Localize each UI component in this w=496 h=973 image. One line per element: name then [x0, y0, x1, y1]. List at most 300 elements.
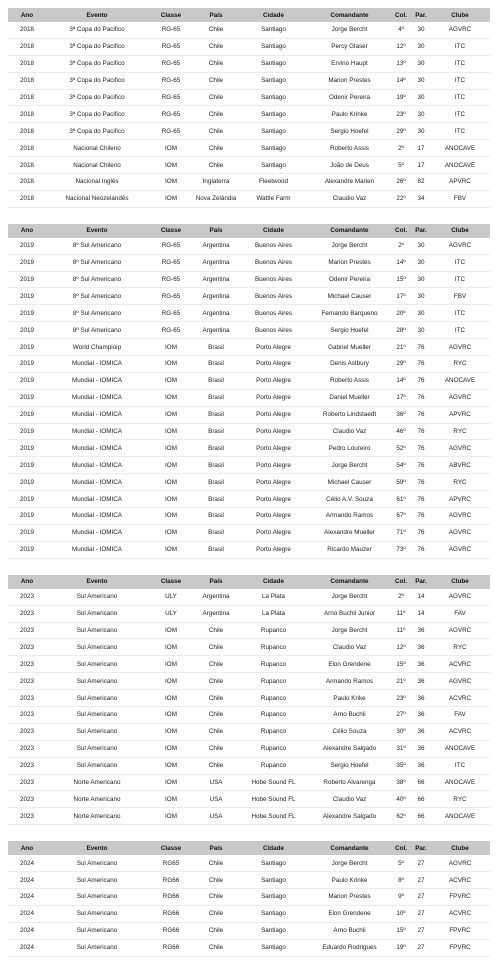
cell-ano: 2024 [19, 944, 34, 952]
cell-comandante: Paulo Krinke [331, 876, 368, 884]
cell-col: 17º [396, 292, 406, 300]
cell-pais: Chile [208, 711, 224, 719]
cell-comandante: João de Deus [330, 161, 369, 169]
cell-comandante: Marion Prestes [328, 893, 371, 901]
cell-par: 17 [417, 144, 425, 152]
cell-comandante: Roberto Assis [330, 377, 369, 385]
cell-pais: Chile [208, 127, 224, 135]
cell-clube: AGVRC [448, 242, 472, 250]
cell-col: 35º [396, 762, 406, 770]
cell-evento: 8º Sul Americano [72, 292, 122, 300]
cell-classe: IOM [165, 343, 177, 351]
column-header-ano: Ano [8, 575, 46, 589]
cell-pais: Argentina [202, 593, 230, 601]
cell-clube: ITC [454, 60, 466, 68]
cell-cidade: Porto Alegre [256, 360, 291, 368]
cell-cidade: Hobe Sound FL [251, 812, 296, 820]
column-header-pais: País [194, 575, 238, 589]
cell-pais: Chile [208, 944, 224, 952]
cell-col: 11º [396, 626, 406, 634]
cell-evento: 3ª Copa do Pacifico [69, 110, 125, 118]
cell-classe: IOM [165, 512, 177, 520]
column-header-par: Par. [412, 8, 430, 22]
table-row [8, 423, 490, 440]
column-header-evento: Evento [46, 575, 148, 589]
cell-evento: Mundial - IOMICA [71, 360, 123, 368]
cell-par: 27 [417, 876, 425, 884]
cell-par: 76 [417, 343, 425, 351]
cell-cidade: Buenos Aires [254, 242, 293, 250]
cell-ano: 2019 [19, 326, 34, 334]
cell-evento: Norte Americano [73, 795, 121, 803]
cell-clube: AGVRC [448, 677, 472, 685]
cell-cidade: Rupanco [260, 643, 287, 651]
cell-comandante: Arno Buchli Junior [323, 610, 376, 618]
cell-clube: ITC [454, 309, 466, 317]
cell-pais: Argentina [202, 259, 230, 267]
table-row [8, 356, 490, 373]
cell-evento: Sul Americano [76, 762, 118, 770]
cell-par: 36 [417, 677, 425, 685]
cell-clube: AGVRC [448, 529, 472, 537]
cell-comandante: Marion Prestes [328, 259, 371, 267]
cell-ano: 2023 [19, 728, 34, 736]
cell-ano: 2018 [19, 110, 34, 118]
cell-ano: 2018 [19, 178, 34, 186]
cell-classe: IOM [165, 394, 177, 402]
cell-col: 8º [398, 876, 404, 884]
cell-evento: 3ª Copa do Pacifico [69, 26, 125, 34]
table-row [8, 457, 490, 474]
cell-col: 17º [396, 394, 406, 402]
cell-cidade: Porto Alegre [256, 529, 291, 537]
cell-col: 5º [398, 859, 404, 867]
cell-classe: RG-65 [161, 110, 181, 118]
cell-col: 46º [396, 428, 406, 436]
column-header-col: Col. [390, 8, 412, 22]
cell-col: 2º [398, 144, 404, 152]
cell-par: 30 [417, 110, 425, 118]
cell-col: 5º [398, 161, 404, 169]
cell-pais: Argentina [202, 326, 230, 334]
cell-par: 36 [417, 762, 425, 770]
cell-cidade: Porto Alegre [256, 461, 291, 469]
cell-evento: Mundial - IOMICA [71, 411, 123, 419]
table-row [8, 474, 490, 491]
cell-ano: 2023 [19, 745, 34, 753]
cell-clube: ABVRC [449, 461, 471, 469]
cell-ano: 2019 [19, 546, 34, 554]
cell-evento: Sul Americano [76, 694, 118, 702]
cell-clube: FBV [453, 292, 467, 300]
cell-clube: APVRC [449, 411, 471, 419]
cell-ano: 2023 [19, 677, 34, 685]
cell-ano: 2019 [19, 276, 34, 284]
cell-col: 59º [396, 478, 406, 486]
cell-cidade: Porto Alegre [256, 343, 291, 351]
cell-evento: Mundial - IOMICA [71, 546, 123, 554]
cell-cidade: Santiago [261, 110, 286, 118]
cell-clube: AGVRC [448, 26, 472, 34]
cell-cidade: Wattle Farm [256, 195, 291, 203]
cell-comandante: Jorge Bercht [331, 26, 368, 34]
cell-cidade: Santiago [261, 876, 286, 884]
cell-classe: RG-65 [161, 127, 181, 135]
cell-par: 36 [417, 711, 425, 719]
cell-par: 82 [417, 178, 425, 186]
cell-col: 15º [396, 276, 406, 284]
cell-clube: ITC [454, 127, 466, 135]
cell-ano: 2023 [19, 626, 34, 634]
cell-evento: Sul Americano [76, 745, 118, 753]
cell-pais: Brasil [208, 529, 224, 537]
table-header-row [8, 224, 490, 238]
cell-clube: ITC [454, 276, 466, 284]
cell-par: 30 [417, 26, 425, 34]
cell-evento: 3ª Copa do Pacifico [69, 60, 125, 68]
cell-clube: AGVRC [448, 546, 472, 554]
cell-ano: 2023 [19, 610, 34, 618]
cell-par: 36 [417, 643, 425, 651]
cell-comandante: Roberto Assis [330, 144, 369, 152]
cell-comandante: Célio A.V. Souza [326, 495, 373, 503]
column-header-ano: Ano [8, 8, 46, 22]
column-header-col: Col. [390, 841, 412, 855]
cell-comandante: Alexandre Marien [324, 178, 375, 186]
table-row [8, 406, 490, 423]
cell-evento: Sul Americano [76, 728, 118, 736]
column-header-col: Col. [390, 224, 412, 238]
cell-ano: 2023 [19, 643, 34, 651]
table-row [8, 72, 490, 89]
column-header-classe: Classe [148, 224, 194, 238]
cell-cidade: Buenos Aires [254, 259, 293, 267]
cell-comandante: Alexandre Mueller [324, 529, 375, 537]
cell-pais: Argentina [202, 276, 230, 284]
cell-evento: Mundial - IOMICA [71, 428, 123, 436]
cell-comandante: Claudio Vaz [332, 428, 367, 436]
cell-pais: Brasil [208, 394, 224, 402]
cell-evento: Sul Americano [76, 593, 118, 601]
cell-par: 30 [417, 292, 425, 300]
cell-col: 13º [396, 60, 406, 68]
table-row [8, 491, 490, 508]
cell-clube: ANOCAVE [444, 144, 476, 152]
column-header-clube: Clube [430, 224, 490, 238]
cell-evento: 3ª Copa do Pacifico [69, 43, 125, 51]
table-row [8, 254, 490, 271]
cell-classe: IOM [165, 360, 177, 368]
cell-classe: IOM [165, 478, 177, 486]
table-row [8, 622, 490, 639]
cell-comandante: Arno Buchli [333, 711, 366, 719]
cell-comandante: Claudio Vaz [332, 795, 367, 803]
cell-clube: ANOCAVE [444, 377, 476, 385]
table-row [8, 639, 490, 656]
cell-comandante: Sergio Hoefel [330, 762, 369, 770]
cell-pais: Argentina [202, 610, 230, 618]
cell-classe: IOM [165, 529, 177, 537]
cell-comandante: Marion Prestes [328, 77, 371, 85]
cell-classe: IOM [165, 778, 177, 786]
cell-evento: Sul Americano [76, 927, 118, 935]
cell-col: 27º [396, 711, 406, 719]
cell-col: 31º [396, 745, 406, 753]
cell-evento: Norte Americano [73, 778, 121, 786]
table-row [8, 774, 490, 791]
cell-col: 40º [396, 795, 406, 803]
cell-evento: Mundial - IOMICA [71, 394, 123, 402]
cell-col: 71º [396, 529, 406, 537]
cell-cidade: Rupanco [260, 626, 287, 634]
cell-par: 30 [417, 60, 425, 68]
cell-par: 30 [417, 326, 425, 334]
cell-ano: 2018 [19, 127, 34, 135]
cell-clube: RYC [453, 795, 467, 803]
cell-ano: 2019 [19, 259, 34, 267]
table-header-row [8, 841, 490, 855]
cell-comandante: Armando Ramos [325, 512, 374, 520]
cell-pais: Chile [208, 910, 224, 918]
column-header-comandante: Comandante [309, 224, 390, 238]
cell-evento: Nacional Chileno [73, 144, 121, 152]
cell-pais: Brasil [208, 461, 224, 469]
cell-cidade: Hobe Sound FL [251, 795, 296, 803]
table-row [8, 157, 490, 174]
column-header-evento: Evento [46, 224, 148, 238]
table-row [8, 440, 490, 457]
cell-classe: RG-65 [161, 259, 181, 267]
cell-par: 17 [417, 161, 425, 169]
cell-comandante: Gabriel Mueller [328, 343, 371, 351]
cell-cidade: Porto Alegre [256, 546, 291, 554]
cell-clube: ITC [454, 94, 466, 101]
cell-evento: Mundial - IOMICA [71, 529, 123, 537]
column-header-comandante: Comandante [309, 575, 390, 589]
cell-comandante: Percy Glaser [331, 43, 368, 51]
cell-ano: 2024 [19, 893, 34, 901]
cell-par: 27 [417, 859, 425, 867]
cell-clube: FPVRC [449, 944, 471, 952]
cell-cidade: Porto Alegre [256, 478, 291, 486]
cell-comandante: Célio Souza [332, 728, 367, 736]
cell-par: 30 [417, 77, 425, 85]
cell-clube: FAV [454, 610, 466, 618]
cell-clube: RYC [453, 643, 467, 651]
cell-col: 21º [396, 343, 406, 351]
cell-evento: 3ª Copa do Pacifico [69, 94, 125, 101]
cell-evento: 3ª Copa do Pacifico [69, 77, 125, 85]
cell-clube: ITC [454, 77, 466, 85]
cell-classe: IOM [165, 711, 177, 719]
cell-ano: 2018 [19, 77, 34, 85]
cell-par: 30 [417, 259, 425, 267]
cell-col: 21º [396, 677, 406, 685]
table-row [8, 656, 490, 673]
cell-ano: 2024 [19, 910, 34, 918]
cell-pais: Chile [208, 876, 224, 884]
table-row [8, 723, 490, 740]
cell-clube: ACVRC [448, 876, 472, 884]
cell-cidade: Fleetwood [258, 178, 289, 186]
cell-cidade: Santiago [261, 26, 286, 34]
cell-col: 54º [396, 461, 406, 469]
cell-cidade: La Plata [261, 593, 286, 601]
cell-classe: IOM [165, 461, 177, 469]
cell-comandante: Jorge Bercht [331, 859, 368, 867]
table-row [8, 939, 490, 956]
cell-pais: Chile [208, 110, 224, 118]
cell-par: 76 [417, 428, 425, 436]
cell-cidade: Porto Alegre [256, 428, 291, 436]
cell-classe: IOM [165, 745, 177, 753]
table-row [8, 238, 490, 254]
cell-par: 30 [417, 94, 425, 101]
cell-cidade: Santiago [261, 893, 286, 901]
cell-clube: APVRC [449, 495, 471, 503]
cell-pais: Chile [208, 144, 224, 152]
cell-col: 73º [396, 546, 406, 554]
cell-clube: AGVRC [448, 394, 472, 402]
cell-par: 76 [417, 546, 425, 554]
cell-comandante: Sergio Hoefel [330, 326, 369, 334]
cell-comandante: Odenir Pereira [329, 276, 370, 284]
column-header-ano: Ano [8, 224, 46, 238]
cell-pais: Chile [208, 927, 224, 935]
cell-col: 15º [396, 660, 406, 668]
cell-pais: Chile [208, 626, 224, 634]
cell-clube: AGVRC [448, 626, 472, 634]
cell-pais: Chile [208, 677, 224, 685]
table-row [8, 589, 490, 605]
cell-pais: Chile [208, 893, 224, 901]
table-row [8, 541, 490, 558]
cell-col: 11º [396, 610, 406, 618]
cell-col: 19º [396, 94, 406, 101]
cell-col: 14º [396, 377, 406, 385]
cell-comandante: Claudio Vaz [332, 643, 367, 651]
column-header-clube: Clube [430, 575, 490, 589]
cell-cidade: Santiago [261, 43, 286, 51]
cell-pais: Brasil [208, 546, 224, 554]
cell-clube: ITC [454, 110, 466, 118]
table-row [8, 808, 490, 825]
results-table [8, 841, 490, 956]
cell-evento: 8º Sul Americano [72, 259, 122, 267]
cell-evento: Nacional Inglês [75, 178, 119, 186]
cell-col: 14º [396, 77, 406, 85]
cell-ano: 2024 [19, 859, 34, 867]
cell-comandante: Jorge Bercht [331, 242, 368, 250]
cell-par: 76 [417, 377, 425, 385]
cell-classe: IOM [165, 812, 177, 820]
cell-clube: RYC [453, 428, 467, 436]
cell-col: 10º [396, 910, 406, 918]
cell-pais: Brasil [208, 428, 224, 436]
table-row [8, 872, 490, 889]
cell-cidade: Santiago [261, 927, 286, 935]
cell-classe: IOM [165, 444, 177, 452]
cell-classe: RG-65 [161, 309, 181, 317]
column-header-ano: Ano [8, 841, 46, 855]
cell-evento: Nacional Chileno [73, 161, 121, 169]
cell-cidade: Rupanco [260, 677, 287, 685]
cell-comandante: Jorge Bercht [331, 461, 368, 469]
cell-ano: 2023 [19, 711, 34, 719]
cell-evento: Sul Americano [76, 711, 118, 719]
cell-clube: RYC [453, 360, 467, 368]
cell-classe: RG-65 [161, 26, 181, 34]
cell-ano: 2019 [19, 377, 34, 385]
cell-par: 36 [417, 694, 425, 702]
cell-cidade: Rupanco [260, 728, 287, 736]
cell-evento: Mundial - IOMICA [71, 478, 123, 486]
cell-cidade: Santiago [261, 859, 286, 867]
cell-par: 36 [417, 660, 425, 668]
cell-pais: Chile [208, 94, 224, 101]
cell-comandante: Ervino Haupt [331, 60, 368, 68]
cell-classe: RG-65 [161, 242, 181, 250]
cell-ano: 2019 [19, 495, 34, 503]
cell-par: 76 [417, 360, 425, 368]
cell-classe: RG-65 [161, 77, 181, 85]
cell-par: 36 [417, 745, 425, 753]
table-row [8, 106, 490, 123]
cell-evento: Sul Americano [76, 677, 118, 685]
table-row [8, 690, 490, 707]
cell-ano: 2019 [19, 478, 34, 486]
cell-col: 23º [396, 694, 406, 702]
cell-classe: IOM [165, 643, 177, 651]
cell-pais: Chile [208, 161, 224, 169]
cell-par: 27 [417, 893, 425, 901]
table-row [8, 905, 490, 922]
column-header-comandante: Comandante [309, 8, 390, 22]
cell-col: 28º [396, 326, 406, 334]
cell-clube: ANOCAVE [444, 778, 476, 786]
column-header-classe: Classe [148, 575, 194, 589]
cell-clube: ACVRC [448, 694, 472, 702]
cell-clube: ACVRC [448, 660, 472, 668]
column-header-cidade: Cidade [238, 8, 309, 22]
cell-pais: Inglaterra [202, 178, 230, 186]
table-row [8, 38, 490, 55]
cell-pais: Argentina [202, 292, 230, 300]
column-header-par: Par. [412, 841, 430, 855]
cell-col: 23º [396, 110, 406, 118]
cell-comandante: Arno Buchli [333, 927, 366, 935]
cell-evento: Mundial - IOMICA [71, 461, 123, 469]
cell-par: 14 [417, 593, 425, 601]
cell-pais: Chile [208, 26, 224, 34]
cell-comandante: Michael Causer [327, 292, 372, 300]
table-row [8, 389, 490, 406]
cell-col: 2º [398, 242, 404, 250]
cell-pais: Brasil [208, 343, 224, 351]
cell-ano: 2018 [19, 60, 34, 68]
cell-classe: IOM [165, 195, 177, 203]
cell-par: 27 [417, 910, 425, 918]
cell-classe: IOM [165, 377, 177, 385]
table-row [8, 123, 490, 140]
cell-clube: FAV [454, 711, 466, 719]
cell-clube: AGVRC [448, 444, 472, 452]
cell-pais: Brasil [208, 377, 224, 385]
cell-classe: IOM [165, 144, 177, 152]
cell-par: 76 [417, 529, 425, 537]
cell-evento: Mundial - IOMICA [71, 444, 123, 452]
cell-col: 62º [396, 812, 406, 820]
